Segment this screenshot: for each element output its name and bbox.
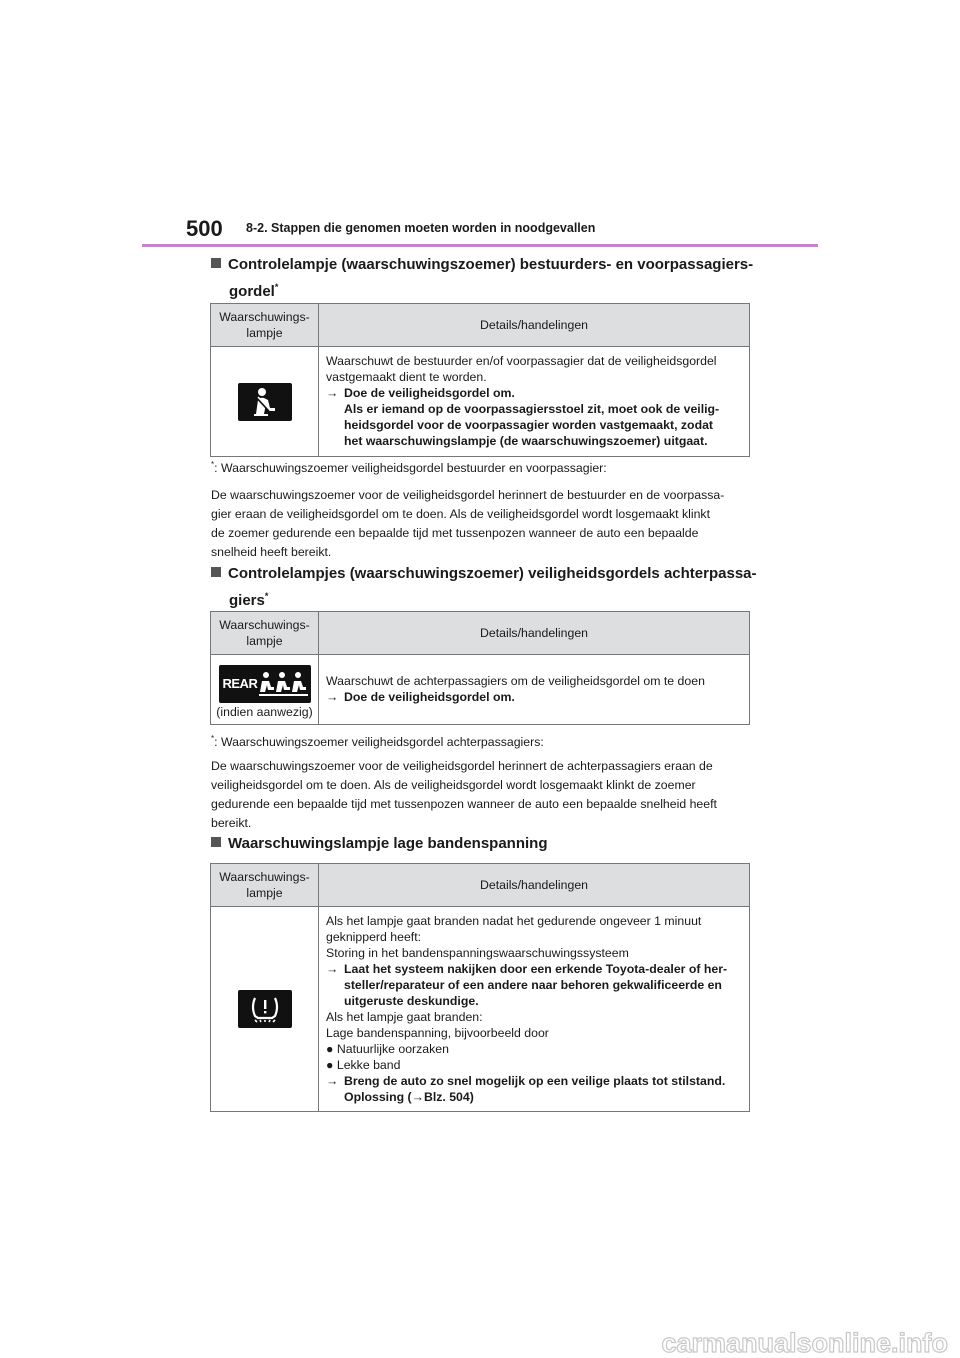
column-header-details: Details/handelingen xyxy=(319,612,750,655)
column-header-lamp: Waarschuwings- lampje xyxy=(211,612,319,655)
column-header-lamp: Waarschuwings- lampje xyxy=(211,864,319,907)
page-number: 500 xyxy=(186,216,223,241)
details-cell: Als het lampje gaat branden nadat het gedurende ongeveer 1 minuut geknipperd heeft: Storing in het bandenspanningswaarschuwingssysteem → Laat het systeem nakijken door een erkende Toyota-dealer of her- steller/reparateur of een andere naar behoren gekwalificeerde en uitgeruste deskundige. Als het lampje gaat branden: Lage bandenspanning, bijvoorbeeld door ● Natuurlijke oorzaken ● Lekke band → Breng de auto zo snel mogelijk op een veilige plaats tot stilstand. Oplossing (→Blz. 504) xyxy=(319,907,750,1112)
section-title-front-seatbelt: Controlelampje (waarschuwingszoemer) bestuurders- en voorpassagiers- gordel* xyxy=(211,254,753,303)
rear-seatbelt-warning-icon: REAR xyxy=(219,665,311,703)
paragraph: De waarschuwingszoemer voor de veiligheidsgordel herinnert de achterpassagiers eraan de veiligheidsgordel om te doen. Als de veiligheidsgordel wordt losgemaakt klinkt de zoemer gedurende een bepaalde tijd met tussenpozen wanneer de auto een bepaalde snelheid heeft bereikt. xyxy=(211,759,717,830)
footnote: *: Waarschuwingszoemer veiligheidsgordel achterpassagiers: xyxy=(211,734,544,750)
details-cell: Waarschuwt de bestuurder en/of voorpassagier dat de veiligheidsgordel vastgemaakt dient te worden. → Doe de veiligheidsgordel om. Als er iemand op de voorpassagiersstoel zit, moet ook de veilig- heidsgordel voor de voorpassagier worden vastgemaakt, zodat het waarschuwingslampje (de waarschuwingszoemer) uitgaat. xyxy=(319,347,750,457)
page-reference: Oplossing (→Blz. 504) xyxy=(344,1089,474,1104)
section-title-rear-seatbelt: Controlelampjes (waarschuwingszoemer) veiligheidsgordels achterpassa- giers* xyxy=(211,563,757,612)
action-item: → Doe de veiligheidsgordel om. xyxy=(326,690,515,704)
paragraph: De waarschuwingszoemer voor de veiligheidsgordel herinnert de bestuurder en de voorpassa- gier eraan de veiligheidsgordel om te doen. Als de veiligheidsgordel wordt losgemaakt klinkt de zoemer gedurende een bepaalde tijd met tussenpozen wanneer de auto een bepaalde snelheid heeft bereikt. xyxy=(211,488,725,559)
rear-seatbelt-table xyxy=(210,611,750,725)
column-header-details: Details/handelingen xyxy=(319,864,750,907)
square-bullet-icon xyxy=(211,258,221,268)
bullet-item: ● Lekke band xyxy=(326,1057,401,1072)
icon-cell xyxy=(211,907,319,1112)
column-header-lamp: Waarschuwings- lampje xyxy=(211,304,319,347)
tire-pressure-table xyxy=(210,863,750,1112)
square-bullet-icon xyxy=(211,837,221,847)
header-rule xyxy=(142,244,818,247)
icon-caption: (indien aanwezig) xyxy=(216,705,313,719)
action-item: → Laat het systeem nakijken door een erkende Toyota-dealer of her- xyxy=(326,961,728,976)
bullet-item: ● Natuurlijke oorzaken xyxy=(326,1041,449,1056)
tire-pressure-warning-icon xyxy=(238,990,292,1028)
svg-text:carmanualsonline.info: carmanualsonline.info xyxy=(661,1328,948,1358)
seatbelt-warning-icon xyxy=(238,383,292,421)
details-cell: Waarschuwt de achterpassagiers om de veiligheidsgordel om te doen → Doe de veiligheidsgordel om. xyxy=(319,655,750,725)
running-head: 8-2. Stappen die genomen moeten worden in noodgevallen xyxy=(246,221,596,235)
footnote: *: Waarschuwingszoemer veiligheidsgordel bestuurder en voorpassagier: xyxy=(211,460,607,476)
front-seatbelt-table xyxy=(210,303,750,457)
section-title-tire-pressure: Waarschuwingslampje lage bandenspanning xyxy=(211,833,548,855)
square-bullet-icon xyxy=(211,567,221,577)
icon-cell xyxy=(211,347,319,457)
icon-cell xyxy=(211,655,319,725)
action-item: → Breng de auto zo snel mogelijk op een veilige plaats tot stilstand. xyxy=(326,1073,726,1088)
column-header-details: Details/handelingen xyxy=(319,304,750,347)
action-item: → Doe de veiligheidsgordel om. xyxy=(326,386,515,400)
